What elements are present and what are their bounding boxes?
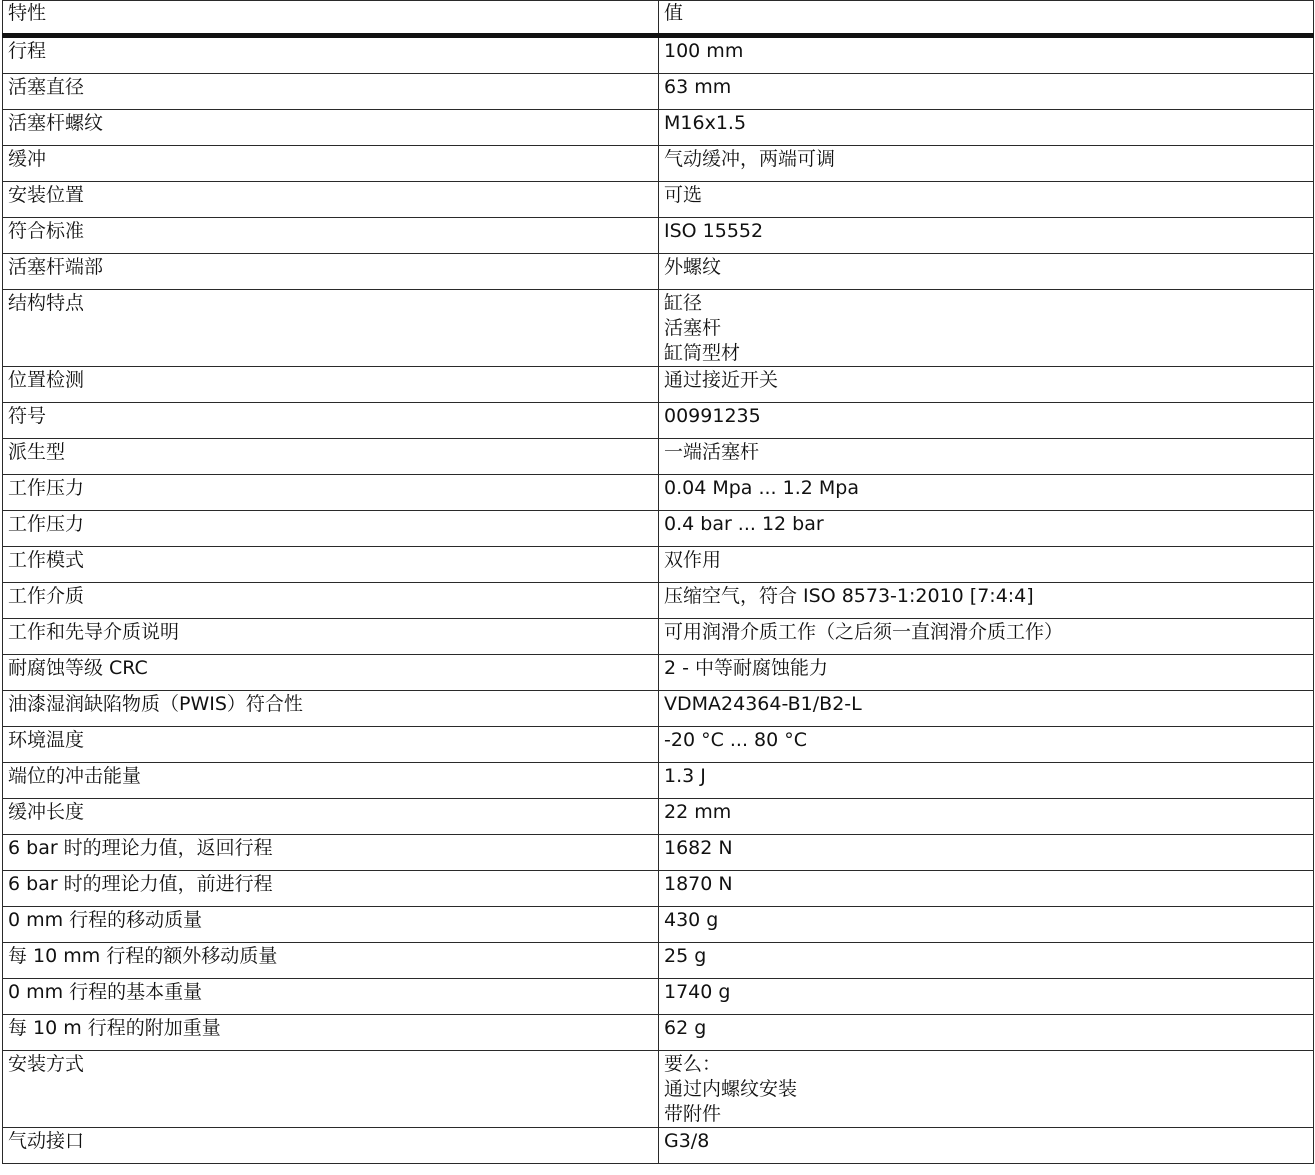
table-row	[3, 691, 1314, 727]
value-cell	[659, 439, 1314, 475]
table-row	[3, 218, 1314, 254]
feature-cell: 气动接口	[3, 1128, 659, 1164]
table-row	[3, 727, 1314, 763]
feature-cell: 工作压力	[3, 475, 659, 511]
feature-cell: 0 mm 行程的基本重量	[3, 979, 659, 1015]
value-line: 1870 N	[664, 873, 733, 895]
value-line: 活塞杆	[664, 317, 722, 339]
value-line: 一端活塞杆	[664, 441, 760, 463]
header-feature: 特性	[3, 1, 659, 36]
feature-cell: 每 10 mm 行程的额外移动质量	[3, 943, 659, 979]
value-cell	[659, 835, 1314, 871]
value-cell	[659, 403, 1314, 439]
table-row	[3, 655, 1314, 691]
feature-cell: 安装位置	[3, 182, 659, 218]
value-cell	[659, 1128, 1314, 1164]
header-row	[3, 1, 1314, 36]
value-line: 63 mm	[664, 76, 732, 98]
table-row	[3, 1015, 1314, 1051]
value-line: ISO 15552	[664, 220, 764, 242]
table-row	[3, 1051, 1314, 1128]
value-line: 62 g	[664, 1017, 707, 1039]
value-cell	[659, 146, 1314, 182]
value-cell	[659, 871, 1314, 907]
value-cell	[659, 979, 1314, 1015]
value-line: 0.04 Mpa ... 1.2 Mpa	[664, 477, 859, 499]
feature-cell: 每 10 m 行程的附加重量	[3, 1015, 659, 1051]
feature-cell: 符合标准	[3, 218, 659, 254]
value-cell	[659, 290, 1314, 367]
value-line: 压缩空气，符合 ISO 8573-1:2010 [7:4:4]	[664, 585, 1034, 607]
table-row	[3, 1128, 1314, 1164]
feature-cell: 工作压力	[3, 511, 659, 547]
value-cell	[659, 254, 1314, 290]
feature-cell: 油漆湿润缺陷物质（PWIS）符合性	[3, 691, 659, 727]
feature-cell: 端位的冲击能量	[3, 763, 659, 799]
table-row	[3, 439, 1314, 475]
table-row	[3, 110, 1314, 146]
value-line: G3/8	[664, 1130, 710, 1152]
feature-cell: 6 bar 时的理论力值，返回行程	[3, 835, 659, 871]
table-row	[3, 290, 1314, 367]
table-row	[3, 799, 1314, 835]
table-row	[3, 979, 1314, 1015]
feature-cell: 活塞杆螺纹	[3, 110, 659, 146]
value-line: 缸径	[664, 292, 703, 314]
feature-cell: 工作和先导介质说明	[3, 619, 659, 655]
value-line: 缸筒型材	[664, 342, 741, 364]
value-line: 22 mm	[664, 801, 732, 823]
value-line: 0.4 bar ... 12 bar	[664, 513, 824, 535]
value-cell	[659, 110, 1314, 146]
value-line: 外螺纹	[664, 256, 722, 278]
value-line: 可选	[664, 184, 703, 206]
value-cell	[659, 1051, 1314, 1128]
value-line: 430 g	[664, 909, 719, 931]
value-cell	[659, 583, 1314, 619]
table-row	[3, 36, 1314, 74]
value-line: M16x1.5	[664, 112, 747, 134]
value-line: 可用润滑介质工作（之后须一直润滑介质工作）	[664, 621, 1064, 643]
value-line: 要么：	[664, 1053, 722, 1075]
table-row	[3, 74, 1314, 110]
feature-cell: 安装方式	[3, 1051, 659, 1128]
value-line: -20 °C ... 80 °C	[664, 729, 808, 751]
feature-cell: 活塞直径	[3, 74, 659, 110]
table-row	[3, 835, 1314, 871]
feature-cell: 耐腐蚀等级 CRC	[3, 655, 659, 691]
value-cell	[659, 799, 1314, 835]
value-cell	[659, 511, 1314, 547]
feature-cell: 6 bar 时的理论力值，前进行程	[3, 871, 659, 907]
value-line: 通过接近开关	[664, 369, 779, 391]
feature-cell: 工作模式	[3, 547, 659, 583]
feature-cell: 缓冲长度	[3, 799, 659, 835]
value-cell	[659, 907, 1314, 943]
table-row	[3, 871, 1314, 907]
header-value: 值	[659, 1, 1314, 36]
table-row	[3, 367, 1314, 403]
feature-cell: 派生型	[3, 439, 659, 475]
value-cell	[659, 763, 1314, 799]
value-line: 双作用	[664, 549, 722, 571]
value-line: 带附件	[664, 1103, 722, 1125]
value-line: 1682 N	[664, 837, 733, 859]
table-row	[3, 583, 1314, 619]
value-line: 1.3 J	[664, 765, 706, 787]
table-row	[3, 511, 1314, 547]
value-cell	[659, 218, 1314, 254]
value-cell	[659, 74, 1314, 110]
feature-cell: 行程	[3, 36, 659, 74]
table-row	[3, 182, 1314, 218]
spec-table	[2, 0, 1314, 1164]
table-row	[3, 475, 1314, 511]
value-cell	[659, 547, 1314, 583]
table-row	[3, 619, 1314, 655]
value-line: 1740 g	[664, 981, 731, 1003]
value-cell	[659, 619, 1314, 655]
table-row	[3, 403, 1314, 439]
table-row	[3, 146, 1314, 182]
table-row	[3, 547, 1314, 583]
feature-cell: 符号	[3, 403, 659, 439]
feature-cell: 活塞杆端部	[3, 254, 659, 290]
feature-cell: 缓冲	[3, 146, 659, 182]
feature-cell: 结构特点	[3, 290, 659, 367]
value-line: 2 - 中等耐腐蚀能力	[664, 657, 829, 679]
feature-cell: 0 mm 行程的移动质量	[3, 907, 659, 943]
value-line: 00991235	[664, 405, 761, 427]
table-row	[3, 943, 1314, 979]
value-cell	[659, 943, 1314, 979]
table-row	[3, 254, 1314, 290]
table-row	[3, 907, 1314, 943]
table-row	[3, 763, 1314, 799]
value-line: 通过内螺纹安装	[664, 1078, 798, 1100]
value-line: 气动缓冲，两端可调	[664, 148, 836, 170]
value-cell	[659, 727, 1314, 763]
value-cell	[659, 475, 1314, 511]
value-cell	[659, 367, 1314, 403]
value-cell	[659, 655, 1314, 691]
value-line: VDMA24364-B1/B2-L	[664, 693, 862, 715]
feature-cell: 工作介质	[3, 583, 659, 619]
value-cell	[659, 36, 1314, 74]
value-cell	[659, 691, 1314, 727]
feature-cell: 位置检测	[3, 367, 659, 403]
value-line: 100 mm	[664, 40, 744, 62]
value-line: 25 g	[664, 945, 707, 967]
value-cell	[659, 1015, 1314, 1051]
feature-cell: 环境温度	[3, 727, 659, 763]
value-cell	[659, 182, 1314, 218]
